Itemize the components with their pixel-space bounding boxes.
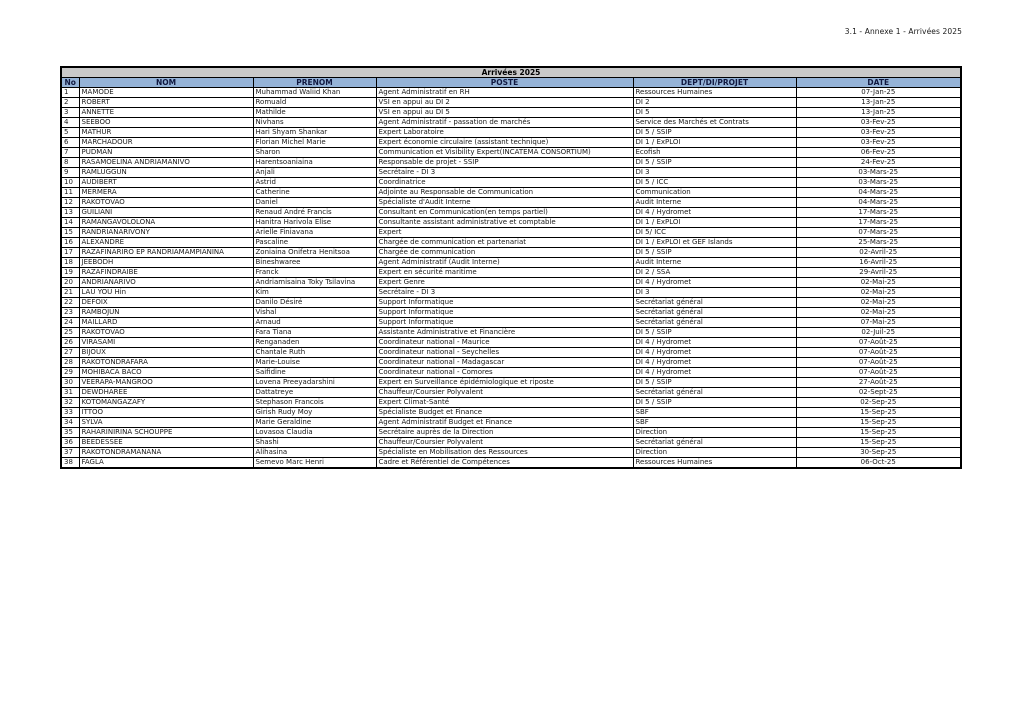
page-header-note: 3.1 - Annexe 1 - Arrivées 2025 [844, 27, 962, 36]
cell-nom: RAZAFINDRAIBE [79, 268, 253, 278]
cell-prenom: Girish Rudy Moy [253, 408, 376, 418]
cell-no: 23 [61, 308, 79, 318]
cell-prenom: Marie Geraldine [253, 418, 376, 428]
cell-date: 17-Mars-25 [796, 208, 961, 218]
cell-dept: SBF [633, 408, 796, 418]
cell-poste: Adjointe au Responsable de Communication [376, 188, 633, 198]
cell-poste: Responsable de projet - SSIP [376, 158, 633, 168]
cell-date: 25-Mars-25 [796, 238, 961, 248]
table-row [61, 448, 961, 458]
table-title: Arrivées 2025 [61, 67, 961, 78]
cell-poste: Expert économie circulaire (assistant technique) [376, 138, 633, 148]
cell-date: 07-Jan-25 [796, 88, 961, 98]
cell-no: 37 [61, 448, 79, 458]
table-row [61, 348, 961, 358]
cell-prenom: Shashi [253, 438, 376, 448]
cell-date: 07-Mai-25 [796, 318, 961, 328]
table-row [61, 308, 961, 318]
cell-poste: Expert Genre [376, 278, 633, 288]
cell-poste: Chauffeur/Coursier Polyvalent [376, 388, 633, 398]
cell-no: 6 [61, 138, 79, 148]
cell-nom: BIJOUX [79, 348, 253, 358]
cell-date: 03-Fev-25 [796, 138, 961, 148]
cell-dept: DI 4 / Hydromet [633, 278, 796, 288]
cell-no: 28 [61, 358, 79, 368]
table-row [61, 98, 961, 108]
cell-nom: ROBERT [79, 98, 253, 108]
cell-nom: RAHARINIRINA SCHOUPPE [79, 428, 253, 438]
cell-poste: Secrétaire auprès de la Direction [376, 428, 633, 438]
cell-dept: DI 5 / SSIP [633, 158, 796, 168]
table-row [61, 128, 961, 138]
table-row [61, 438, 961, 448]
cell-no: 8 [61, 158, 79, 168]
cell-poste: Coordinateur national - Maurice [376, 338, 633, 348]
cell-prenom: Anjali [253, 168, 376, 178]
cell-nom: RAKOTOVAO [79, 328, 253, 338]
cell-no: 36 [61, 438, 79, 448]
cell-nom: RAKOTONDRAMANANA [79, 448, 253, 458]
cell-date: 02-Avril-25 [796, 248, 961, 258]
cell-dept: Secrétariat général [633, 438, 796, 448]
cell-nom: RASAMOELINA ANDRIAMANIVO [79, 158, 253, 168]
cell-nom: RAKOTOVAO [79, 198, 253, 208]
cell-poste: Coordinateur national - Madagascar [376, 358, 633, 368]
cell-date: 02-Mai-25 [796, 298, 961, 308]
cell-dept: DI 5 / SSIP [633, 398, 796, 408]
table-row [61, 88, 961, 98]
cell-nom: GUILIANI [79, 208, 253, 218]
cell-nom: JEEBODH [79, 258, 253, 268]
table-row [61, 398, 961, 408]
cell-dept: Secrétariat général [633, 308, 796, 318]
cell-date: 03-Fev-25 [796, 128, 961, 138]
cell-nom: MAILLARD [79, 318, 253, 328]
cell-date: 15-Sep-25 [796, 428, 961, 438]
column-header-nom: NOM [79, 78, 253, 88]
cell-dept: DI 1 / ExPLOI [633, 138, 796, 148]
cell-dept: DI 4 / Hydromet [633, 368, 796, 378]
cell-poste: Expert en Surveillance épidémiologique et riposte [376, 378, 633, 388]
cell-poste: Agent Administratif - passation de marchés [376, 118, 633, 128]
cell-dept: Secrétariat général [633, 298, 796, 308]
cell-no: 19 [61, 268, 79, 278]
cell-prenom: Arnaud [253, 318, 376, 328]
cell-no: 29 [61, 368, 79, 378]
table-row [61, 148, 961, 158]
column-header-date: DATE [796, 78, 961, 88]
cell-nom: MARCHADOUR [79, 138, 253, 148]
cell-nom: PUDMAN [79, 148, 253, 158]
cell-nom: SYLVA [79, 418, 253, 428]
cell-prenom: Renganaden [253, 338, 376, 348]
cell-prenom: Muhammad Waliid Khan [253, 88, 376, 98]
cell-date: 04-Mars-25 [796, 198, 961, 208]
table-row [61, 298, 961, 308]
cell-prenom: Catherine [253, 188, 376, 198]
cell-nom: ANDRIANARIVO [79, 278, 253, 288]
table-row [61, 388, 961, 398]
cell-date: 06-Fev-25 [796, 148, 961, 158]
cell-prenom: Bineshwaree [253, 258, 376, 268]
cell-nom: MOHIBACA BACO [79, 368, 253, 378]
cell-no: 32 [61, 398, 79, 408]
cell-no: 35 [61, 428, 79, 438]
cell-dept: Ressources Humaines [633, 458, 796, 469]
cell-dept: Ecofish [633, 148, 796, 158]
cell-prenom: Vishal [253, 308, 376, 318]
cell-date: 07-Août-25 [796, 358, 961, 368]
cell-prenom: Renaud André Francis [253, 208, 376, 218]
table-columns-row [61, 78, 961, 88]
cell-no: 10 [61, 178, 79, 188]
cell-no: 21 [61, 288, 79, 298]
table-row [61, 258, 961, 268]
cell-poste: Agent Administratif en RH [376, 88, 633, 98]
cell-prenom: Romuald [253, 98, 376, 108]
cell-prenom: Zoniaina Onifetra Henitsoa [253, 248, 376, 258]
cell-nom: SEEBOO [79, 118, 253, 128]
table-row [61, 268, 961, 278]
cell-date: 02-Mai-25 [796, 308, 961, 318]
cell-no: 31 [61, 388, 79, 398]
cell-poste: Agent Administratif Budget et Finance [376, 418, 633, 428]
cell-date: 29-Avril-25 [796, 268, 961, 278]
cell-date: 07-Août-25 [796, 368, 961, 378]
cell-no: 3 [61, 108, 79, 118]
cell-poste: Chauffeur/Coursier Polyvalent [376, 438, 633, 448]
cell-date: 02-Mai-25 [796, 288, 961, 298]
cell-dept: Service des Marchés et Contrats [633, 118, 796, 128]
cell-prenom: Harentsoaniaina [253, 158, 376, 168]
column-header-dept: DEPT/DI/PROJET [633, 78, 796, 88]
cell-dept: DI 2 / SSA [633, 268, 796, 278]
cell-date: 24-Fev-25 [796, 158, 961, 168]
cell-poste: Expert Climat-Santé [376, 398, 633, 408]
cell-prenom: Chantale Ruth [253, 348, 376, 358]
cell-nom: MATHUR [79, 128, 253, 138]
cell-nom: DEFOIX [79, 298, 253, 308]
cell-poste: Communication et Visibility Expert(INCATEMA CONSORTIUM) [376, 148, 633, 158]
cell-prenom: Florian Michel Marie [253, 138, 376, 148]
cell-poste: Coordinatrice [376, 178, 633, 188]
cell-poste: Chargée de communication [376, 248, 633, 258]
cell-prenom: Kim [253, 288, 376, 298]
cell-no: 9 [61, 168, 79, 178]
cell-prenom: Stephason Francois [253, 398, 376, 408]
table-row [61, 458, 961, 469]
cell-poste: Support Informatique [376, 318, 633, 328]
cell-no: 14 [61, 218, 79, 228]
cell-poste: Secrétaire - DI 3 [376, 168, 633, 178]
cell-prenom: Saifidine [253, 368, 376, 378]
cell-poste: Assistante Administrative et Financière [376, 328, 633, 338]
cell-dept: DI 3 [633, 288, 796, 298]
cell-nom: BEEDESSEE [79, 438, 253, 448]
table-row [61, 328, 961, 338]
column-header-prenom: PRENOM [253, 78, 376, 88]
cell-date: 04-Mars-25 [796, 188, 961, 198]
cell-prenom: Daniel [253, 198, 376, 208]
cell-dept: DI 2 [633, 98, 796, 108]
cell-date: 15-Sep-25 [796, 438, 961, 448]
table-row [61, 318, 961, 328]
cell-nom: MAMODE [79, 88, 253, 98]
cell-poste: Agent Administratif (Audit Interne) [376, 258, 633, 268]
cell-dept: Communication [633, 188, 796, 198]
cell-no: 33 [61, 408, 79, 418]
cell-poste: Coordinateur national - Comores [376, 368, 633, 378]
cell-date: 30-Sep-25 [796, 448, 961, 458]
cell-poste: Secrétaire - DI 3 [376, 288, 633, 298]
cell-date: 03-Mars-25 [796, 178, 961, 188]
cell-date: 02-Juil-25 [796, 328, 961, 338]
table-row [61, 288, 961, 298]
cell-date: 03-Fev-25 [796, 118, 961, 128]
cell-dept: Secrétariat général [633, 388, 796, 398]
table-row [61, 378, 961, 388]
cell-dept: DI 5 / SSIP [633, 328, 796, 338]
cell-nom: KOTOMANGAZAFY [79, 398, 253, 408]
cell-nom: ANNETTE [79, 108, 253, 118]
cell-nom: RANDRIANARIVONY [79, 228, 253, 238]
table-row [61, 338, 961, 348]
cell-poste: VSI en appui au DI 5 [376, 108, 633, 118]
cell-prenom: Dattatreye [253, 388, 376, 398]
cell-no: 11 [61, 188, 79, 198]
cell-nom: LAU YOU Hin [79, 288, 253, 298]
cell-no: 20 [61, 278, 79, 288]
cell-date: 02-Mai-25 [796, 278, 961, 288]
cell-nom: FAGLA [79, 458, 253, 469]
cell-dept: Ressources Humaines [633, 88, 796, 98]
cell-prenom: Arielle Finiavana [253, 228, 376, 238]
cell-date: 06-Oct-25 [796, 458, 961, 469]
cell-prenom: Marie-Louise [253, 358, 376, 368]
cell-prenom: Lovena Preeyadarshini [253, 378, 376, 388]
cell-poste: Consultante assistant administrative et comptable [376, 218, 633, 228]
cell-dept: DI 5 / SSIP [633, 128, 796, 138]
cell-date: 07-Mars-25 [796, 228, 961, 238]
table-row [61, 418, 961, 428]
table-row [61, 238, 961, 248]
cell-no: 15 [61, 228, 79, 238]
table-row [61, 158, 961, 168]
cell-dept: DI 4 / Hydromet [633, 208, 796, 218]
cell-poste: Spécialiste en Mobilisation des Ressources [376, 448, 633, 458]
cell-no: 38 [61, 458, 79, 469]
table-row [61, 358, 961, 368]
cell-dept: DI 5 [633, 108, 796, 118]
cell-poste: Cadre et Référentiel de Compétences [376, 458, 633, 469]
cell-no: 17 [61, 248, 79, 258]
cell-prenom: Andriamisaina Toky Tsilavina [253, 278, 376, 288]
cell-prenom: Sharon [253, 148, 376, 158]
cell-no: 24 [61, 318, 79, 328]
cell-dept: Direction [633, 428, 796, 438]
cell-dept: Audit Interne [633, 198, 796, 208]
cell-dept: DI 5 / ICC [633, 178, 796, 188]
cell-nom: VEERAPA-MANGROO [79, 378, 253, 388]
cell-poste: Spécialiste Budget et Finance [376, 408, 633, 418]
table-row [61, 208, 961, 218]
cell-poste: Support Informatique [376, 308, 633, 318]
cell-dept: DI 5 / SSIP [633, 378, 796, 388]
cell-no: 34 [61, 418, 79, 428]
cell-dept: SBF [633, 418, 796, 428]
cell-date: 02-Sep-25 [796, 398, 961, 408]
cell-dept: Direction [633, 448, 796, 458]
cell-no: 12 [61, 198, 79, 208]
cell-poste: Spécialiste d'Audit Interne [376, 198, 633, 208]
cell-no: 1 [61, 88, 79, 98]
cell-poste: Support Informatique [376, 298, 633, 308]
column-header-no: No [61, 78, 79, 88]
table-header [61, 67, 961, 88]
cell-no: 7 [61, 148, 79, 158]
table-row [61, 198, 961, 208]
cell-nom: RAMBOJUN [79, 308, 253, 318]
cell-poste: Coordinateur national - Seychelles [376, 348, 633, 358]
cell-prenom: Nivhans [253, 118, 376, 128]
cell-poste: Expert Laboratoire [376, 128, 633, 138]
cell-date: 03-Mars-25 [796, 168, 961, 178]
cell-no: 25 [61, 328, 79, 338]
table-row [61, 368, 961, 378]
cell-dept: DI 5 / SSIP [633, 248, 796, 258]
cell-dept: DI 5/ ICC [633, 228, 796, 238]
table-row [61, 278, 961, 288]
cell-prenom: Mathilde [253, 108, 376, 118]
cell-poste: Consultant en Communication(en temps partiel) [376, 208, 633, 218]
cell-date: 15-Sep-25 [796, 408, 961, 418]
table-row [61, 168, 961, 178]
cell-date: 27-Août-25 [796, 378, 961, 388]
cell-date: 15-Sep-25 [796, 418, 961, 428]
cell-prenom: Hari Shyam Shankar [253, 128, 376, 138]
table-row [61, 178, 961, 188]
table-row [61, 248, 961, 258]
cell-nom: RAMANGAVOLOLONA [79, 218, 253, 228]
cell-poste: VSI en appui au DI 2 [376, 98, 633, 108]
cell-no: 18 [61, 258, 79, 268]
cell-nom: DEWDHAREE [79, 388, 253, 398]
cell-no: 16 [61, 238, 79, 248]
cell-date: 13-Jan-25 [796, 108, 961, 118]
cell-prenom: Pascaline [253, 238, 376, 248]
cell-date: 02-Sept-25 [796, 388, 961, 398]
cell-date: 13-Jan-25 [796, 98, 961, 108]
cell-no: 4 [61, 118, 79, 128]
cell-nom: RAZAFINARIRO EP RANDRIAMAMPIANINA [79, 248, 253, 258]
cell-nom: VIRASAMI [79, 338, 253, 348]
cell-dept: DI 4 / Hydromet [633, 338, 796, 348]
cell-date: 07-Août-25 [796, 338, 961, 348]
cell-nom: AUDIBERT [79, 178, 253, 188]
table-row [61, 408, 961, 418]
table-title-row [61, 67, 961, 78]
cell-nom: ALEXANDRE [79, 238, 253, 248]
cell-date: 17-Mars-25 [796, 218, 961, 228]
cell-no: 13 [61, 208, 79, 218]
cell-prenom: Alihasina [253, 448, 376, 458]
cell-nom: RAKOTONDRAFARA [79, 358, 253, 368]
cell-no: 5 [61, 128, 79, 138]
cell-prenom: Fara Tiana [253, 328, 376, 338]
cell-dept: DI 3 [633, 168, 796, 178]
cell-date: 16-Avril-25 [796, 258, 961, 268]
cell-prenom: Hanitra Harivola Elise [253, 218, 376, 228]
cell-dept: DI 4 / Hydromet [633, 358, 796, 368]
table-row [61, 188, 961, 198]
cell-no: 2 [61, 98, 79, 108]
cell-dept: DI 4 / Hydromet [633, 348, 796, 358]
cell-poste: Expert en sécurité maritime [376, 268, 633, 278]
cell-prenom: Lovasoa Claudia [253, 428, 376, 438]
cell-dept: DI 1 / ExPLOI [633, 218, 796, 228]
cell-dept: Secrétariat général [633, 318, 796, 328]
cell-nom: RAMLUGGUN [79, 168, 253, 178]
table-row [61, 228, 961, 238]
cell-prenom: Astrid [253, 178, 376, 188]
cell-no: 27 [61, 348, 79, 358]
cell-dept: DI 1 / ExPLOI et GEF Islands [633, 238, 796, 248]
cell-prenom: Franck [253, 268, 376, 278]
cell-nom: MERMERA [79, 188, 253, 198]
cell-prenom: Semevo Marc Henri [253, 458, 376, 469]
cell-date: 07-Août-25 [796, 348, 961, 358]
table-row [61, 218, 961, 228]
cell-no: 22 [61, 298, 79, 308]
table-row [61, 428, 961, 438]
cell-no: 30 [61, 378, 79, 388]
table-row [61, 138, 961, 148]
cell-poste: Chargée de communication et partenariat [376, 238, 633, 248]
cell-no: 26 [61, 338, 79, 348]
cell-dept: Audit Interne [633, 258, 796, 268]
table-row [61, 118, 961, 128]
table-body [61, 88, 961, 469]
cell-poste: Expert [376, 228, 633, 238]
cell-nom: ITTOO [79, 408, 253, 418]
cell-prenom: Danilo Désiré [253, 298, 376, 308]
arrivals-table [60, 66, 962, 469]
column-header-poste: POSTE [376, 78, 633, 88]
table-row [61, 108, 961, 118]
